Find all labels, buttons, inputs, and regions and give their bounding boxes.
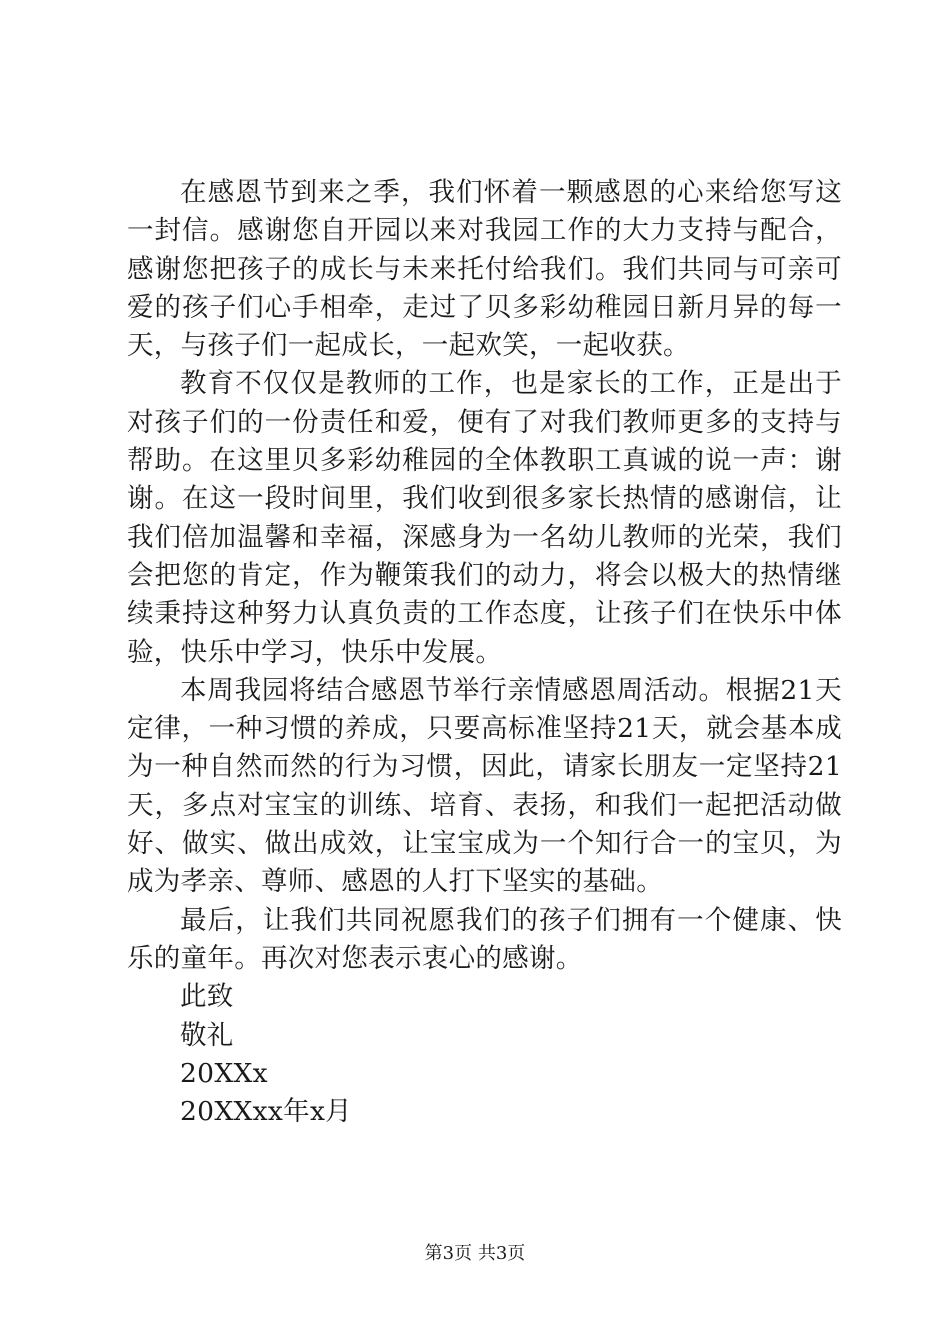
closing-regards: 敬礼 <box>180 1019 234 1051</box>
paragraph-1: 在感恩节到来之季，我们怀着一颗感恩的心来给您写这一封信。感谢您自开园以来对我园工作的大力支持与配合，感谢您把孩子的成长与未来托付给我们。我们共同与可亲可爱的孩子们心手相牵，走过了贝多彩幼稚园日新月异的每一天，与孩子们一起成长，一起欢笑，一起收获。 <box>127 177 842 362</box>
page-footer: 第3页 共3页 <box>424 1243 526 1264</box>
letter-closing <box>127 978 842 1131</box>
paragraph-3: 本周我园将结合感恩节举行亲情感恩周活动。根据21天定律，一种习惯的养成，只要高标准坚持21天，就会基本成为一种自然而然的行为习惯，因此，请家长朋友一定坚持21天，多点对宝宝的训练、培育、表扬，和我们一起把活动做好、做实、做出成效，让宝宝成为一个知行合一的宝贝，为成为孝亲、尊师、感恩的人打下坚实的基础。 <box>127 674 842 898</box>
paragraph-4: 最后，让我们共同祝愿我们的孩子们拥有一个健康、快乐的童年。再次对您表示衷心的感谢。 <box>127 904 842 974</box>
closing-date: 20XXxx年x月 <box>180 1096 352 1128</box>
closing-salutation: 此致 <box>180 981 234 1013</box>
letter-body <box>127 174 842 1131</box>
paragraph-2: 教育不仅仅是教师的工作，也是家长的工作，正是出于对孩子们的一份责任和爱，便有了对我们教师更多的支持与帮助。在这里贝多彩幼稚园的全体教职工真诚的说一声：谢谢。在这一段时间里，我们收到很多家长热情的感谢信，让我们倍加温馨和幸福，深感身为一名幼儿教师的光荣，我们会把您的肯定，作为鞭策我们的动力，将会以极大的热情继续秉持这种努力认真负责的工作态度，让孩子们在快乐中体验，快乐中学习，快乐中发展。 <box>127 368 842 668</box>
closing-signature: 20XXx <box>180 1057 268 1089</box>
